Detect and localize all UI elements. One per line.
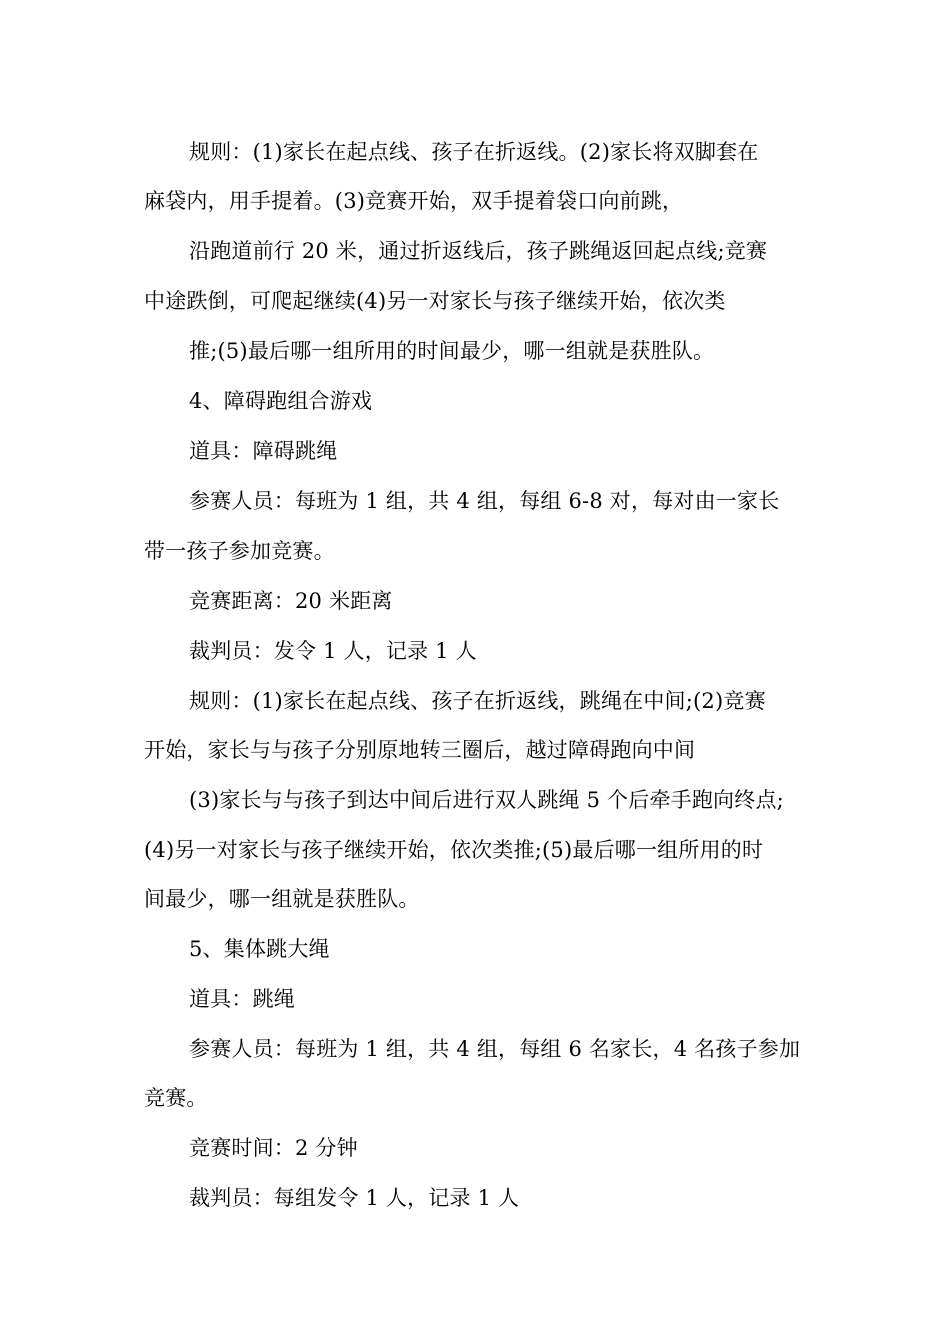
text-line: 裁判员：每组发令 1 人，记录 1 人 [189,1186,520,1210]
text-line: 开始，家长与与孩子分别原地转三圈后，越过障碍跑向中间 [144,738,696,762]
text-line: 中途跌倒，可爬起继续(4)另一对家长与孩子继续开始，依次类 [144,289,726,313]
text-line: 规则：(1)家长在起点线、孩子在折返线，跳绳在中间;(2)竞赛 [189,689,766,713]
text-line: 裁判员：发令 1 人，记录 1 人 [189,639,477,663]
text-line: 间最少，哪一组就是获胜队。 [144,887,420,911]
text-line: 麻袋内，用手提着。(3)竞赛开始，双手提着袋口向前跳， [144,189,684,213]
text-line: 规则：(1)家长在起点线、孩子在折返线。(2)家长将双脚套在 [189,140,759,164]
section-heading: 4、障碍跑组合游戏 [189,389,373,413]
text-line: 竞赛距离：20 米距离 [189,589,393,613]
text-line: 推;(5)最后哪一组所用的时间最少，哪一组就是获胜队。 [189,339,715,363]
section-heading: 5、集体跳大绳 [189,937,330,961]
text-line: (4)另一对家长与孩子继续开始，依次类推;(5)最后哪一组所用的时 [144,838,764,862]
text-line: 参赛人员：每班为 1 组，共 4 组，每组 6 名家长，4 名孩子参加 [189,1037,801,1061]
text-line: 参赛人员：每班为 1 组，共 4 组，每组 6-8 对，每对由一家长 [189,489,780,513]
text-line: 竞赛时间：2 分钟 [189,1136,358,1160]
text-line: 道具：跳绳 [189,987,295,1011]
text-line: 带一孩子参加竞赛。 [144,539,335,563]
text-line: 道具：障碍跳绳 [189,439,338,463]
text-line: (3)家长与与孩子到达中间后进行双人跳绳 5 个后牵手跑向终点; [189,788,784,812]
text-line: 竞赛。 [144,1086,208,1110]
text-line: 沿跑道前行 20 米，通过折返线后，孩子跳绳返回起点线;竞赛 [189,239,768,263]
